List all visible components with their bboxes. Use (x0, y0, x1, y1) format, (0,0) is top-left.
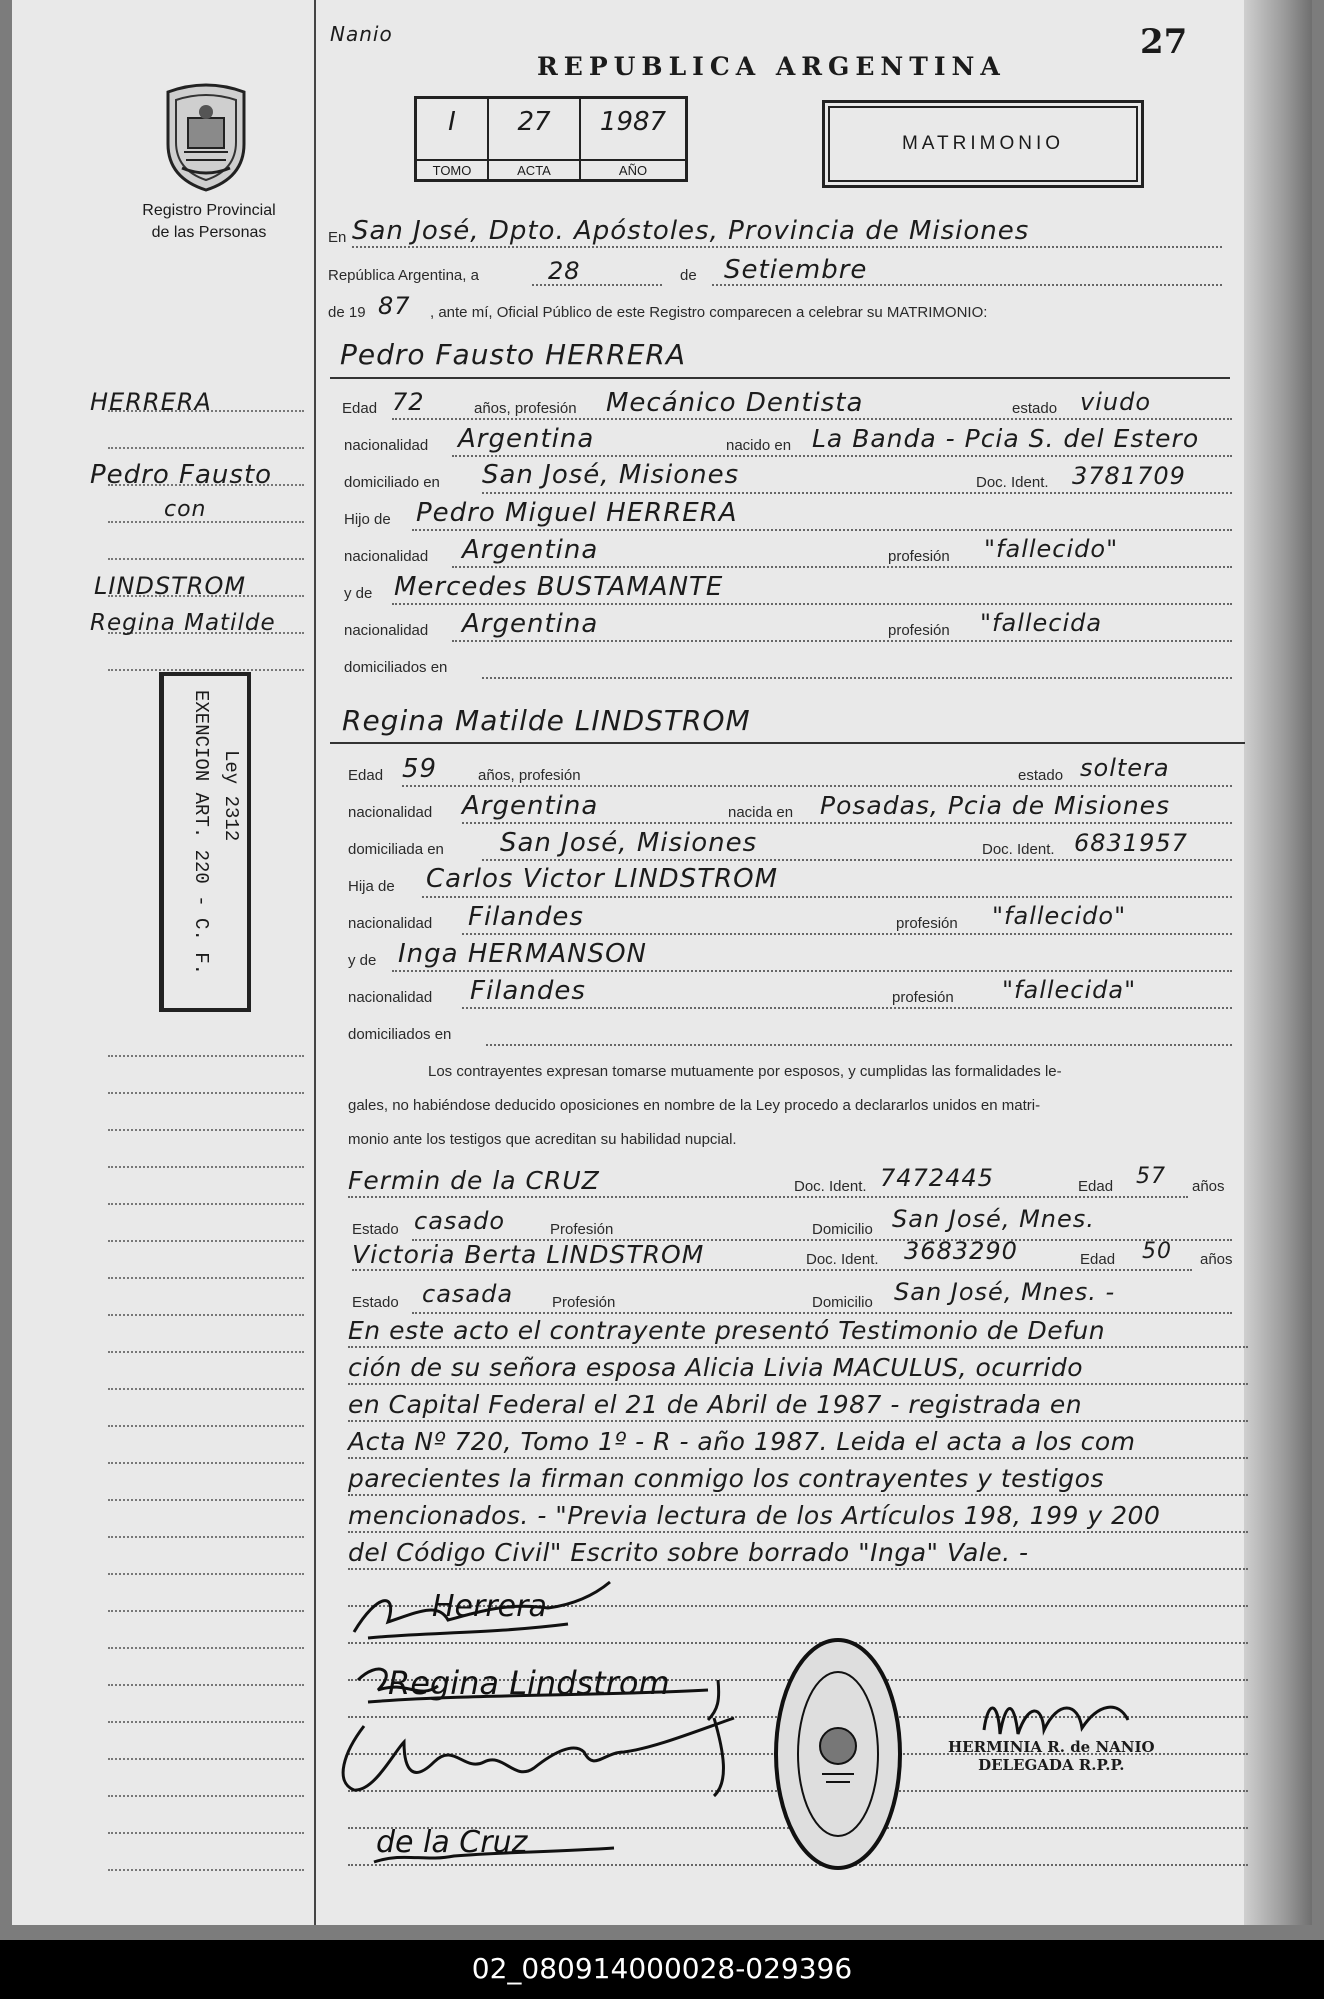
note-line-1: En este acto el contrayente presentó Testimonio de Defun (348, 1316, 1106, 1345)
witness1-doc-label: Doc. Ident. (794, 1178, 867, 1195)
declaration-line-2: gales, no habiéndose deducido oposiciones en nombre de la Ley procedo a declararlos unidos en matri- (348, 1097, 1041, 1114)
signature-witness-2-text: de la Cruz (376, 1825, 528, 1860)
declaration-line-1: Los contrayentes expresan tomarse mutuamente por esposos, y cumplidas las formalidades le- (428, 1063, 1062, 1080)
acta-label: ACTA (489, 159, 579, 178)
bride-birthplace: Posadas, Pcia de Misiones (820, 791, 1171, 820)
bride-father-nationality: Filandes (468, 902, 584, 932)
signature-groom (348, 1572, 628, 1652)
province-seal-icon (160, 82, 252, 194)
de-label: de (680, 267, 697, 284)
margin-divider (314, 0, 316, 1925)
groom-father-nat-label: nacionalidad (344, 548, 429, 565)
signature-witness-1 (334, 1712, 754, 1802)
registry-round-seal-icon (772, 1636, 904, 1872)
bride-mother-nationality: Filandes (470, 976, 586, 1006)
note-line-7: del Código Civil" Escrito sobre borrado "Inga" Vale. - (348, 1538, 1029, 1567)
bride-status: soltera (1080, 754, 1170, 782)
annotation-nanio: Nanio (330, 22, 393, 46)
note-line-6: mencionados. - "Previa lectura de los Artículos 198, 199 y 200 (348, 1501, 1161, 1530)
groom-status: viudo (1080, 388, 1151, 416)
official-name: HERMINIA R. de NANIO (948, 1738, 1155, 1756)
marriage-day: 28 (548, 257, 581, 285)
bride-father-prof-label: profesión (896, 915, 958, 932)
bride-name: Regina Matilde LINDSTROM (342, 704, 751, 737)
groom-born-label: nacido en (726, 437, 792, 454)
groom-mother-profession: "fallecida (980, 609, 1103, 637)
note-line-2: ción de su señora esposa Alicia Livia MACULUS, ocurrido (348, 1353, 1084, 1382)
groom-father-label: Hijo de (344, 511, 391, 528)
witness2-age-label: Edad (1080, 1251, 1116, 1268)
groom-father-nationality: Argentina (462, 535, 599, 565)
country-title: REPUBLICA ARGENTINA (537, 52, 1006, 81)
groom-doc-label: Doc. Ident. (976, 474, 1049, 491)
witness2-status-label: Estado (352, 1294, 399, 1311)
official-title: DELEGADA R.P.P. (978, 1756, 1125, 1774)
groom-mother: Mercedes BUSTAMANTE (394, 572, 724, 602)
bride-mother-nat-label: nacionalidad (348, 989, 433, 1006)
witness1-age-label: Edad (1078, 1178, 1114, 1195)
witness1-profession-label: Profesión (550, 1221, 614, 1238)
official-block (948, 1738, 1155, 1774)
bride-age: 59 (402, 754, 438, 784)
signature-witness-2 (364, 1812, 624, 1882)
witness2-years-label: años (1200, 1251, 1233, 1268)
record-type-box (822, 100, 1144, 188)
witness2-profession-label: Profesión (552, 1294, 616, 1311)
groom-father-profession: "fallecido" (984, 535, 1119, 563)
tomo-label: TOMO (417, 159, 487, 178)
bride-status-label: estado (1018, 767, 1064, 784)
stamp-law: Ley 2312 (220, 750, 242, 842)
anio-value: 1987 (599, 107, 667, 137)
acta-cell (489, 99, 581, 179)
groom-mother-prof-label: profesión (888, 622, 950, 639)
bride-domicile-label: domiciliada en (348, 841, 444, 858)
witness1-name: Fermin de la CRUZ (348, 1166, 600, 1195)
groom-nationality: Argentina (458, 424, 595, 454)
groom-mother-nationality: Argentina (462, 609, 599, 639)
groom-father: Pedro Miguel HERRERA (416, 498, 738, 528)
witness1-years-label: años (1192, 1178, 1225, 1195)
bride-father-label: Hija de (348, 878, 395, 895)
groom-father-prof-label: profesión (888, 548, 950, 565)
stamp-exemption: EXENCION ART. 220 - C. F. (190, 690, 212, 976)
groom-parents-domicile-label: domiciliados en (344, 659, 448, 676)
tomo-value: I (448, 107, 456, 137)
witness1-status-label: Estado (352, 1221, 399, 1238)
witness2-status: casada (422, 1280, 514, 1308)
witness2-doc: 3683290 (904, 1237, 1018, 1265)
declaration-opening: , ante mí, Oficial Público de este Registro comparecen a celebrar su MATRIMONIO: (430, 304, 988, 321)
witness1-domicile-label: Domicilio (812, 1221, 873, 1238)
bride-mother-profession: "fallecida" (1002, 976, 1137, 1004)
bride-nationality-label: nacionalidad (348, 804, 433, 821)
bride-father-profession: "fallecido" (992, 902, 1127, 930)
margin-con: con (164, 497, 207, 522)
margin-surname-2: LINDSTROM (94, 572, 247, 600)
bride-doc: 6831957 (1074, 829, 1188, 857)
bride-domicile: San José, Misiones (500, 828, 758, 858)
groom-domicile: San José, Misiones (482, 460, 740, 490)
acta-value: 27 (517, 107, 551, 137)
en-label: En (328, 229, 347, 246)
declaration-line-3: monio ante los testigos que acreditan su habilidad nupcial. (348, 1131, 737, 1148)
bride-profession-label: años, profesión (478, 767, 581, 784)
page-number: 27 (1140, 22, 1188, 62)
note-line-4: Acta Nº 720, Tomo 1º - R - año 1987. Leida el acta a los com (348, 1427, 1136, 1456)
groom-birthplace: La Banda - Pcia S. del Estero (812, 424, 1200, 453)
witness2-age: 50 (1142, 1239, 1172, 1264)
marriage-month: Setiembre (724, 255, 868, 285)
margin-given-1: Pedro Fausto (90, 460, 273, 490)
registry-name-line1: Registro Provincial (142, 202, 276, 219)
witness2-domicile: San José, Mnes. - (894, 1278, 1116, 1306)
tomo-cell (417, 99, 489, 179)
groom-mother-nat-label: nacionalidad (344, 622, 429, 639)
anio-label: AÑO (581, 159, 685, 178)
bride-father: Carlos Victor LINDSTROM (426, 864, 779, 894)
bride-age-label: Edad (348, 767, 384, 784)
marriage-year: 87 (378, 292, 411, 320)
book-spine (1244, 0, 1312, 1925)
margin-given-2: Regina Matilde (90, 610, 276, 636)
bride-mother-prof-label: profesión (892, 989, 954, 1006)
note-line-5: parecientes la firman conmigo los contrayentes y testigos (348, 1464, 1104, 1493)
groom-mother-label: y de (344, 585, 373, 602)
registry-name (104, 200, 314, 244)
republica-label: República Argentina, a (328, 267, 479, 284)
marriage-place: San José, Dpto. Apóstoles, Provincia de Misiones (352, 216, 1030, 246)
margin-surname-1: HERRERA (90, 388, 212, 416)
witness1-age: 57 (1136, 1164, 1166, 1189)
registry-name-line2: de las Personas (151, 224, 267, 241)
signature-bride-text: Regina Lindstrom (388, 1664, 670, 1702)
groom-profession: Mecánico Dentista (606, 388, 864, 418)
bride-father-nat-label: nacionalidad (348, 915, 433, 932)
signature-groom-text: Herrera (432, 1589, 547, 1624)
groom-profession-label: años, profesión (474, 400, 577, 417)
groom-age: 72 (392, 388, 425, 416)
note-line-3: en Capital Federal el 21 de Abril de 1987 - registrada en (348, 1390, 1083, 1419)
exemption-stamp (159, 672, 251, 1012)
file-caption: 02_080914000028-029396 (471, 1952, 853, 1985)
groom-nationality-label: nacionalidad (344, 437, 429, 454)
register-page (12, 0, 1312, 1925)
witness1-domicile: San José, Mnes. (892, 1205, 1095, 1233)
bride-doc-label: Doc. Ident. (982, 841, 1055, 858)
tomo-acta-box (414, 96, 688, 182)
bride-parents-domicile-label: domiciliados en (348, 1026, 452, 1043)
witness1-doc: 7472445 (880, 1164, 994, 1192)
groom-status-label: estado (1012, 400, 1058, 417)
bride-born-label: nacida en (728, 804, 794, 821)
witness2-domicile-label: Domicilio (812, 1294, 873, 1311)
declaration-paragraph (348, 1055, 1242, 1157)
witness2-name: Victoria Berta LINDSTROM (352, 1240, 705, 1269)
witness1-status: casado (414, 1207, 506, 1235)
groom-name: Pedro Fausto HERRERA (340, 338, 686, 371)
year-prefix: de 19 (328, 304, 366, 321)
record-type-label: MATRIMONIO (901, 133, 1065, 154)
witness2-doc-label: Doc. Ident. (806, 1251, 879, 1268)
groom-age-label: Edad (342, 400, 378, 417)
groom-domicile-label: domiciliado en (344, 474, 440, 491)
anio-cell (581, 99, 685, 179)
groom-doc: 3781709 (1072, 462, 1186, 490)
bride-nationality: Argentina (462, 791, 599, 821)
bride-mother: Inga HERMANSON (398, 939, 647, 969)
bride-mother-label: y de (348, 952, 377, 969)
